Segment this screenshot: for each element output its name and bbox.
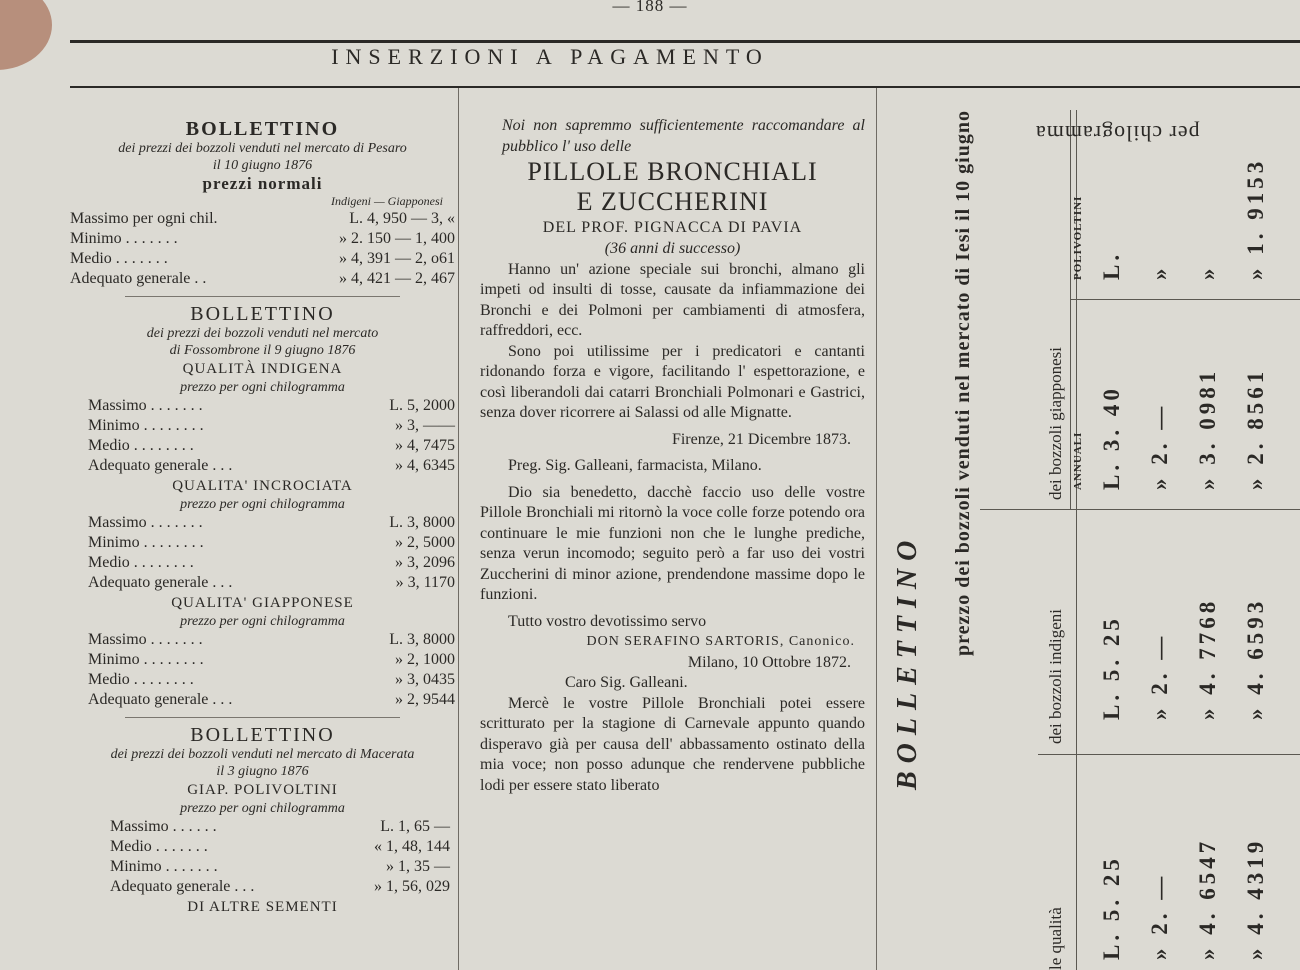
- column-divider-left: [458, 88, 459, 970]
- price-row: [110, 857, 450, 877]
- letter-signature: DON SERAFINO SARTORIS, Canonico.: [586, 634, 855, 649]
- section-unit: prezzo per ogni chilogramma: [180, 497, 345, 512]
- row-value: » 4, 6345: [395, 457, 455, 474]
- row-value: » 3, 1170: [395, 574, 455, 591]
- row-label: Adequato generale . . .: [110, 878, 255, 895]
- price-row: [70, 209, 455, 229]
- section-title: QUALITA' GIAPPONESE: [171, 595, 354, 611]
- row-label: Medio . . . . . . . .: [88, 554, 194, 571]
- price-row: [88, 436, 455, 456]
- product-name: PILLOLE BRONCHIALI: [527, 157, 818, 186]
- row-label: Minimo . . . . . . .: [70, 230, 178, 247]
- bollettino-place-date: di Fossombrone il 9 giugno 1876: [169, 343, 356, 358]
- row-label: Massimo . . . . . . .: [88, 514, 203, 531]
- row-value: » 3, ——: [395, 417, 455, 434]
- letter-place-date: Firenze, 21 Dicembre 1873.: [671, 430, 851, 448]
- section-unit: prezzo per ogni chilogramma: [180, 614, 345, 629]
- row-value: » 2. 150 — 1, 400: [339, 230, 455, 247]
- letter-body: Dio sia benedetto, dacchè faccio uso delle vostre Pillole Bronchiali mi ritornò la voce colle forze potendo ora continuare le mie funzioni non che le lunghe prediche, senza verun incomodo; seguito però a far uso dei vostri Zuccherini di minor azione, prendendone massime dopo le funzioni.: [480, 483, 865, 603]
- row-label: Medio . . . . . . . .: [88, 437, 194, 454]
- row-label: Medio . . . . . . . .: [88, 671, 194, 688]
- column-subheader: ANNUALI: [1072, 431, 1084, 490]
- row-label: Minimo . . . . . . . .: [88, 534, 204, 551]
- table-cell: » 4. 6593: [1243, 597, 1268, 720]
- product-name-2: E ZUCCHERINI: [576, 187, 769, 216]
- price-table: [980, 110, 1300, 970]
- bollettino-date: il 10 giugno 1876: [212, 158, 313, 173]
- row-label: Adequato generale . . .: [88, 457, 233, 474]
- left-column: [70, 118, 455, 917]
- row-label: Massimo per ogni chil.: [70, 210, 218, 227]
- page-header: INSERZIONI A PAGAMENTO: [331, 44, 769, 69]
- row-label: Adequato generale . .: [70, 270, 207, 287]
- price-row: [88, 396, 455, 416]
- letter-body: Mercè le vostre Pillole Bronchiali potei essere scritturato per la stagione di Carnevale appunto quando disperavo già per causa dell' abbassamento ostinato della mia voce; non posso adunque che rendervene pubbliche lodi per essere stato liberato: [480, 694, 865, 794]
- section-title: QUALITA' INCROCIATA: [172, 478, 353, 494]
- trailing-heading: DI ALTRE SEMENTI: [187, 899, 338, 915]
- upside-down-header: per chilogramma: [1035, 121, 1200, 146]
- row-value: » 3, 0435: [395, 671, 455, 688]
- row-value: » 3, 2096: [395, 554, 455, 571]
- column-header: dei bozzoli indigeni: [1046, 608, 1065, 744]
- row-value: » 2, 1000: [395, 651, 455, 668]
- column-subheader: POLIVOLTINI: [1072, 195, 1084, 280]
- origins-header: Indigeni — Giapponesi: [331, 194, 443, 208]
- row-label: Adequato generale . . .: [88, 574, 233, 591]
- row-label: Minimo . . . . . . .: [110, 858, 218, 875]
- section-title: QUALITÀ INDIGENA: [182, 361, 343, 377]
- price-row: [70, 229, 455, 249]
- bollettino-heading: BOLLETTINO: [190, 724, 335, 746]
- section-title: GIAP. POLIVOLTINI: [187, 782, 338, 798]
- bollettino-date: il 3 giugno 1876: [216, 764, 309, 779]
- bollettino-heading: BOLLETTINO: [892, 532, 923, 790]
- row-value: » 4, 421 — 2, 467: [339, 270, 455, 287]
- price-row: [88, 553, 455, 573]
- letter-salutation: Preg. Sig. Galleani, farmacista, Milano.: [508, 457, 762, 474]
- advert-intro: Noi non sapremmo sufficientemente raccomandare al pubblico l' uso delle: [502, 117, 865, 155]
- column-header: le qualità: [1046, 907, 1065, 970]
- row-value: » 1, 35 —: [386, 858, 450, 875]
- bollettino-macerata: [70, 724, 455, 917]
- table-cell: »: [1147, 264, 1172, 280]
- price-row: [88, 650, 455, 670]
- table-cell: L. 3. 40: [1099, 385, 1124, 490]
- bollettino-subtitle: dei prezzi dei bozzoli venduti nel mercato di Pesaro: [118, 141, 407, 156]
- table-cell: » 1. 9153: [1243, 157, 1268, 280]
- table-cell: » 2. —: [1147, 632, 1172, 720]
- row-label: Medio . . . . . . .: [70, 250, 168, 267]
- column-divider-right: [876, 88, 877, 970]
- advert-column: [480, 116, 865, 796]
- table-cell: L. 5. 25: [1099, 855, 1124, 960]
- table-cell: » 3. 0981: [1195, 367, 1220, 490]
- row-label: Minimo . . . . . . . .: [88, 651, 204, 668]
- advert-paragraph: Sono poi utilissime per i predicatori e cantanti ridonando forza e vigore, facilitando l' espettorazione, e così liberandoli dai catarri Bronchiali Polmonari e Gastrici, senza dover ricorrere ai Salassi od alle Mignatte.: [480, 342, 865, 421]
- page-number: — 188 —: [612, 0, 688, 15]
- row-value: L. 3, 8000: [389, 631, 455, 648]
- table-cell: » 4. 7768: [1195, 597, 1220, 720]
- bollettino-subtitle: dei prezzi dei bozzoli venduti nel mercato: [146, 326, 379, 341]
- section-divider: [125, 296, 400, 297]
- row-value: L. 1, 65 —: [380, 818, 450, 835]
- table-cell: »: [1195, 264, 1220, 280]
- price-row: [110, 877, 450, 897]
- price-row: [70, 249, 455, 269]
- table-cell: L. 5. 25: [1099, 615, 1124, 720]
- table-cell: » 2. —: [1147, 402, 1172, 490]
- table-cell: » 2. 8561: [1243, 367, 1268, 490]
- section-unit: prezzo per ogni chilogramma: [180, 801, 345, 816]
- bollettino-fossombrone: [70, 303, 455, 710]
- advert-paragraph: Hanno un' azione speciale sui bronchi, almano gli impeti od insulti di tosse, causate da infiammazione dei Bronchi e dei Polmoni per cambiamenti di atmosfera, raffreddori, ecc.: [480, 260, 865, 339]
- row-label: Adequato generale . . .: [88, 691, 233, 708]
- product-years: (36 anni di successo): [604, 240, 741, 257]
- row-value: » 2, 9544: [395, 691, 455, 708]
- price-row: [70, 269, 455, 289]
- price-row: [110, 817, 450, 837]
- table-cell: » 2. —: [1147, 872, 1172, 960]
- price-row: [88, 416, 455, 436]
- row-value: » 2, 5000: [395, 534, 455, 551]
- row-label: Massimo . . . . . . .: [88, 631, 203, 648]
- section-divider: [125, 717, 400, 718]
- price-row: [88, 533, 455, 553]
- table-cell: » 4. 4319: [1243, 837, 1268, 960]
- letter-salutation: Caro Sig. Galleani.: [565, 674, 688, 691]
- letter-place-date: Milano, 10 Ottobre 1872.: [687, 653, 851, 671]
- section-unit: prezzo per ogni chilogramma: [180, 380, 345, 395]
- letter-closing: Tutto vostro devotissimo servo: [508, 612, 707, 630]
- row-label: Massimo . . . . . .: [110, 818, 217, 835]
- bollettino-iesi: [880, 110, 1300, 970]
- prices-title: prezzi normali: [202, 174, 323, 193]
- row-value: » 4, 7475: [395, 437, 455, 454]
- price-row: [88, 456, 455, 476]
- price-row: [110, 837, 450, 857]
- product-author: DEL PROF. PIGNACCA DI PAVIA: [542, 219, 803, 236]
- row-value: » 4, 391 — 2, o61: [339, 250, 455, 267]
- table-rule: [1070, 110, 1071, 510]
- price-row: [88, 690, 455, 710]
- row-value: L. 5, 2000: [389, 397, 455, 414]
- column-header: dei bozzoli giapponesi: [1046, 347, 1065, 500]
- row-label: Minimo . . . . . . . .: [88, 417, 204, 434]
- bollettino-heading: BOLLETTINO: [185, 118, 340, 140]
- price-row: [88, 573, 455, 593]
- bollettino-pesaro: [70, 118, 455, 289]
- row-label: Massimo . . . . . . .: [88, 397, 203, 414]
- price-row: [88, 630, 455, 650]
- price-row: [88, 513, 455, 533]
- bollettino-subtitle: prezzo dei bozzoli venduti nel mercato di Iesi il 10 giugno: [952, 110, 974, 657]
- price-row: [88, 670, 455, 690]
- row-value: L. 4, 950 — 3, «: [349, 210, 455, 227]
- bollettino-subtitle: dei prezzi dei bozzoli venduti nel mercato di Macerata: [110, 747, 415, 762]
- row-label: Medio . . . . . . .: [110, 838, 208, 855]
- row-value: » 1, 56, 029: [374, 878, 450, 895]
- row-value: « 1, 48, 144: [374, 838, 450, 855]
- bollettino-heading: BOLLETTINO: [190, 303, 335, 325]
- row-value: L. 3, 8000: [389, 514, 455, 531]
- table-cell: » 4. 6547: [1195, 837, 1220, 960]
- table-cell: L.: [1099, 250, 1124, 280]
